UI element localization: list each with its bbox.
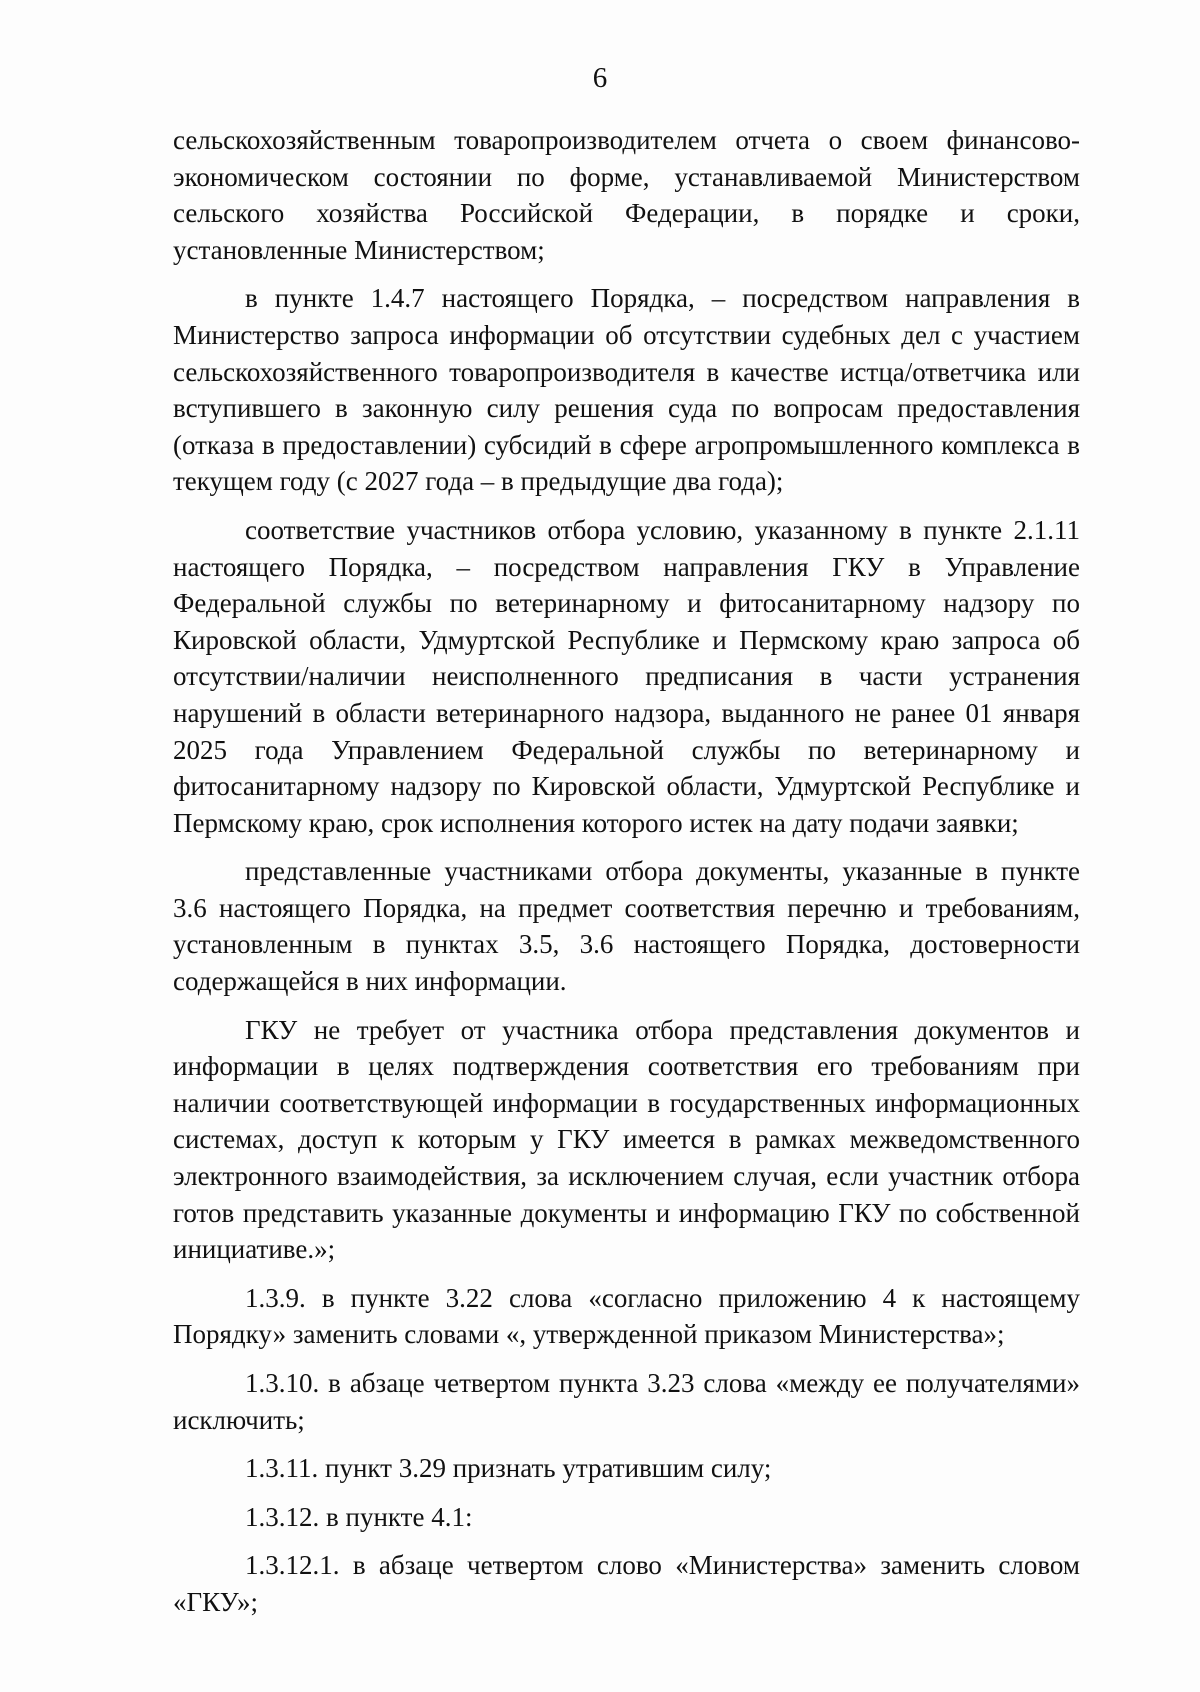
paragraph-item-1-3-12-1: 1.3.12.1. в абзаце четвертом слово «Министерства» заменить словом «ГКУ»; xyxy=(173,1550,1080,1617)
paragraph-continuation: сельскохозяйственным товаропроизводителем отчета о своем финансово-экономическом состоянии по форме, устанавливаемой Министерством сельского хозяйства Российской Федерации, в порядке и сроки, установленные Министерством; xyxy=(173,125,1080,265)
paragraph-veterinary-compliance: соответствие участников отбора условию, указанному в пункте 2.1.11 настоящего Порядка, – посредством направления ГКУ в Управление Федеральной службы по ветеринарному и фитосанитарному надзору по Кировской области, Удмуртской Республике и Пермскому краю запроса об отсутствии/наличии неисполненного предписания в части устранения нарушений в области ветеринарного надзора, выданного не ранее 01 января 2025 года Управлением Федеральной службы по ветеринарному и фитосанитарному надзору по Кировской области, Удмуртской Республике и Пермскому краю, срок исполнения которого истек на дату подачи заявки; xyxy=(173,514,1080,838)
paragraph-court-cases: в пункте 1.4.7 настоящего Порядка, – посредством направления в Министерство запроса информации об отсутствии судебных дел с участием сельскохозяйственного товаропроизводителя в качестве истца/ответчика или вступившего в законную силу решения суда по вопросам предоставления (отказа в предоставлении) субсидий в сфере агропромышленного комплекса в текущем году (с 2027 года – в предыдущие два года); xyxy=(173,283,1080,497)
paragraph-gku-requirements: ГКУ не требует от участника отбора представления документов и информации в целях подтверждения соответствия его требованиям при наличии соответствующей информации в государственных информационных системах, доступ к которым у ГКУ имеется в рамках межведомственного электронного взаимодействия, за исключением случая, если участник отбора готов представить указанные документы и информацию ГКУ по собственной инициативе.»; xyxy=(173,1014,1080,1265)
paragraph-item-1-3-12: 1.3.12. в пункте 4.1: xyxy=(245,1501,473,1532)
paragraph-item-1-3-10: 1.3.10. в абзаце четвертом пункта 3.23 слова «между ее получателями» исключить; xyxy=(173,1368,1080,1435)
page-number: 6 xyxy=(592,62,608,94)
paragraph-documents-check: представленные участниками отбора документы, указанные в пункте 3.6 настоящего Порядка, на предмет соответствия перечню и требованиям, установленным в пунктах 3.5, 3.6 настоящего Порядка, достоверности содержащейся в них информации. xyxy=(173,856,1080,997)
document-body xyxy=(173,122,1080,1621)
paragraph-item-1-3-11: 1.3.11. пункт 3.29 признать утратившим силу; xyxy=(245,1453,772,1484)
paragraph-item-1-3-9: 1.3.9. в пункте 3.22 слова «согласно приложению 4 к настоящему Порядку» заменить словами «, утвержденной приказом Министерства»; xyxy=(173,1282,1080,1350)
